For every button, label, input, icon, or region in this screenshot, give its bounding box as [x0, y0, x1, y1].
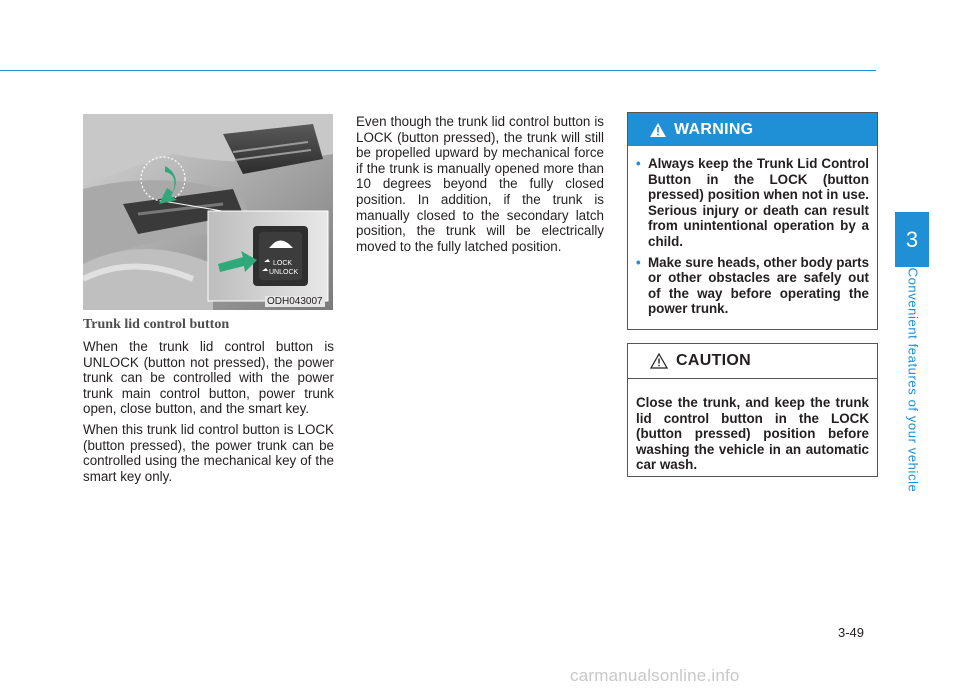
paragraph-mechanical-force: Even though the trunk lid control button is LOCK (button pressed), the trunk will still be propelled upward by mechanical force if the trunk is manually opened more than 10 degrees beyond the fully closed position. In addition, if the trunk is manually closed to the secondary latch position, the trunk will be electrically moved to the fully latched position. [356, 114, 604, 254]
paragraph-lock: When this trunk lid control button is LOCK (button pressed), the power trunk can be controlled using the mechanical key of the smart key only. [83, 421, 334, 484]
column-2 [356, 114, 604, 259]
illustration-svg [83, 114, 333, 310]
section-heading: Trunk lid control button [83, 317, 230, 332]
warning-title: WARNING [674, 120, 754, 138]
caution-box [627, 343, 878, 477]
warning-item-text: Make sure heads, other body parts or other obstacles are safely out of the way before operating the power trunk. [648, 254, 870, 317]
figure-code: ODH043007 [267, 296, 323, 307]
chapter-title: Convenient features of your vehicle [905, 267, 921, 493]
lock-label: LOCK [273, 260, 293, 267]
caution-text: Close the trunk, and keep the trunk lid control button in the LOCK (button pressed) position before washing the vehicle in an automatic car wash. [636, 395, 869, 473]
column-1 [83, 316, 334, 489]
top-rule [0, 70, 876, 71]
watermark: carmanualsonline.info [570, 666, 740, 685]
warning-triangle-icon [650, 123, 666, 137]
bullet-icon: • [636, 254, 641, 270]
chapter-tab: 3 [895, 212, 929, 267]
caution-header [628, 344, 877, 379]
trunk-lid-button-illustration [83, 114, 333, 310]
caution-triangle-icon [650, 353, 668, 369]
caution-body [628, 379, 877, 473]
warning-item-text: Always keep the Trunk Lid Control Button in the LOCK (button pressed) position when not in use. Serious injury or death can result from unintentional operation by a child. [648, 156, 869, 249]
page-number: 3-49 [838, 625, 865, 640]
warning-item [636, 255, 869, 317]
bullet-icon: • [636, 156, 641, 171]
warning-header [628, 113, 877, 146]
warning-body [628, 146, 877, 317]
paragraph-unlock: When the trunk lid control button is UNLOCK (button not pressed), the power trunk can be controlled with the power trunk main control button, power trunk open, close button, and the smart key. [83, 339, 334, 417]
unlock-label: UNLOCK [269, 269, 299, 276]
warning-item [636, 156, 869, 250]
warning-box [627, 112, 878, 330]
caution-title: CAUTION [676, 352, 751, 369]
